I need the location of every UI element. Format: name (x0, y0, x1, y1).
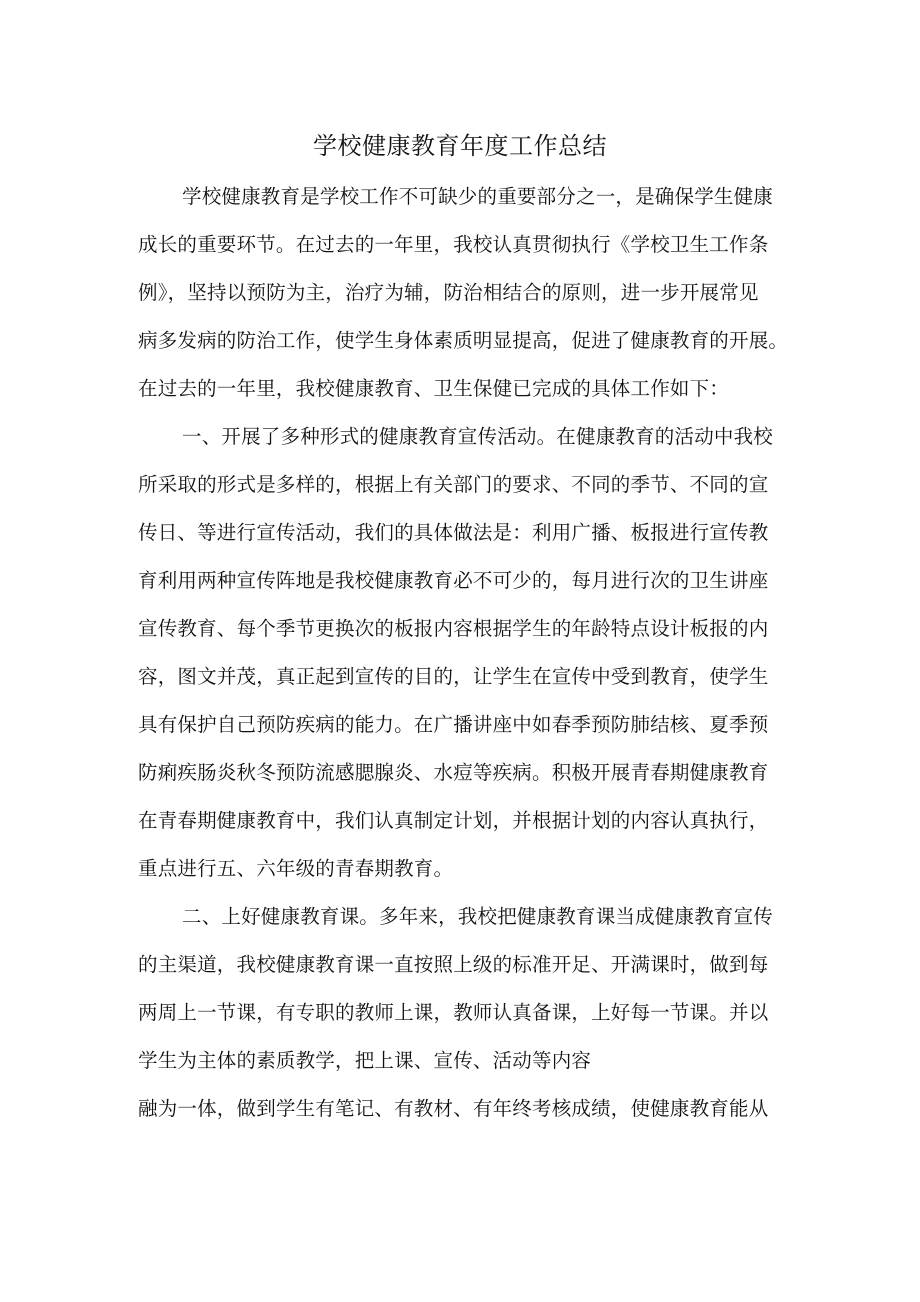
text-line: 重点进行五、六年级的青春期教育。 (138, 857, 454, 880)
text-line: 融为一体，做到学生有笔记、有教材、有年终考核成绩，使健康教育能从 (138, 1097, 769, 1120)
text-line: 具有保护自己预防疾病的能力。在广播讲座中如春季预防肺结核、夏季预 (138, 713, 769, 736)
text-line: 育利用两种宣传阵地是我校健康教育必不可少的，每月进行次的卫生讲座 (138, 569, 769, 592)
text-line: 容，图文并茂，真正起到宣传的目的，让学生在宣传中受到教育，使学生 (138, 665, 769, 688)
document-title: 学校健康教育年度工作总结 (313, 132, 607, 160)
text-line: 的主渠道，我校健康教育课一直按照上级的标准开足、开满课时，做到每 (138, 953, 769, 976)
text-line: 一、开展了多种形式的健康教育宣传活动。在健康教育的活动中我校 (182, 425, 774, 448)
text-line: 宣传教育、每个季节更换次的板报内容根据学生的年龄特点设计板报的内 (138, 617, 769, 640)
text-line: 两周上一节课，有专职的教师上课，教师认真备课，上好每一节课。并以 (138, 1001, 769, 1024)
text-line: 在青春期健康教育中，我们认真制定计划，并根据计划的内容认真执行， (138, 809, 769, 832)
text-line: 传日、等进行宣传活动，我们的具体做法是：利用广播、板报进行宣传教 (138, 521, 769, 544)
document-body (138, 178, 798, 1138)
text-line: 所采取的形式是多样的，根据上有关部门的要求、不同的季节、不同的宣 (138, 473, 769, 496)
text-line: 防痢疾肠炎秋冬预防流感腮腺炎、水痘等疾病。积极开展青春期健康教育 (138, 761, 769, 784)
text-line: 二、上好健康教育课。多年来，我校把健康教育课当成健康教育宣传 (182, 905, 774, 928)
text-line: 学校健康教育是学校工作不可缺少的重要部分之一，是确保学生健康 (182, 185, 774, 208)
text-line: 病多发病的防治工作，使学生身体素质明显提高，促进了健康教育的开展。 (138, 329, 789, 352)
text-line: 学生为主体的素质教学，把上课、宣传、活动等内容 (138, 1049, 592, 1072)
text-line: 在过去的一年里，我校健康教育、卫生保健已完成的具体工作如下： (138, 377, 730, 400)
text-line: 例》，坚持以预防为主，治疗为辅，防治相结合的原则，进一步开展常见 (138, 281, 759, 304)
text-line: 成长的重要环节。在过去的一年里，我校认真贯彻执行《学校卫生工作条 (138, 233, 769, 256)
